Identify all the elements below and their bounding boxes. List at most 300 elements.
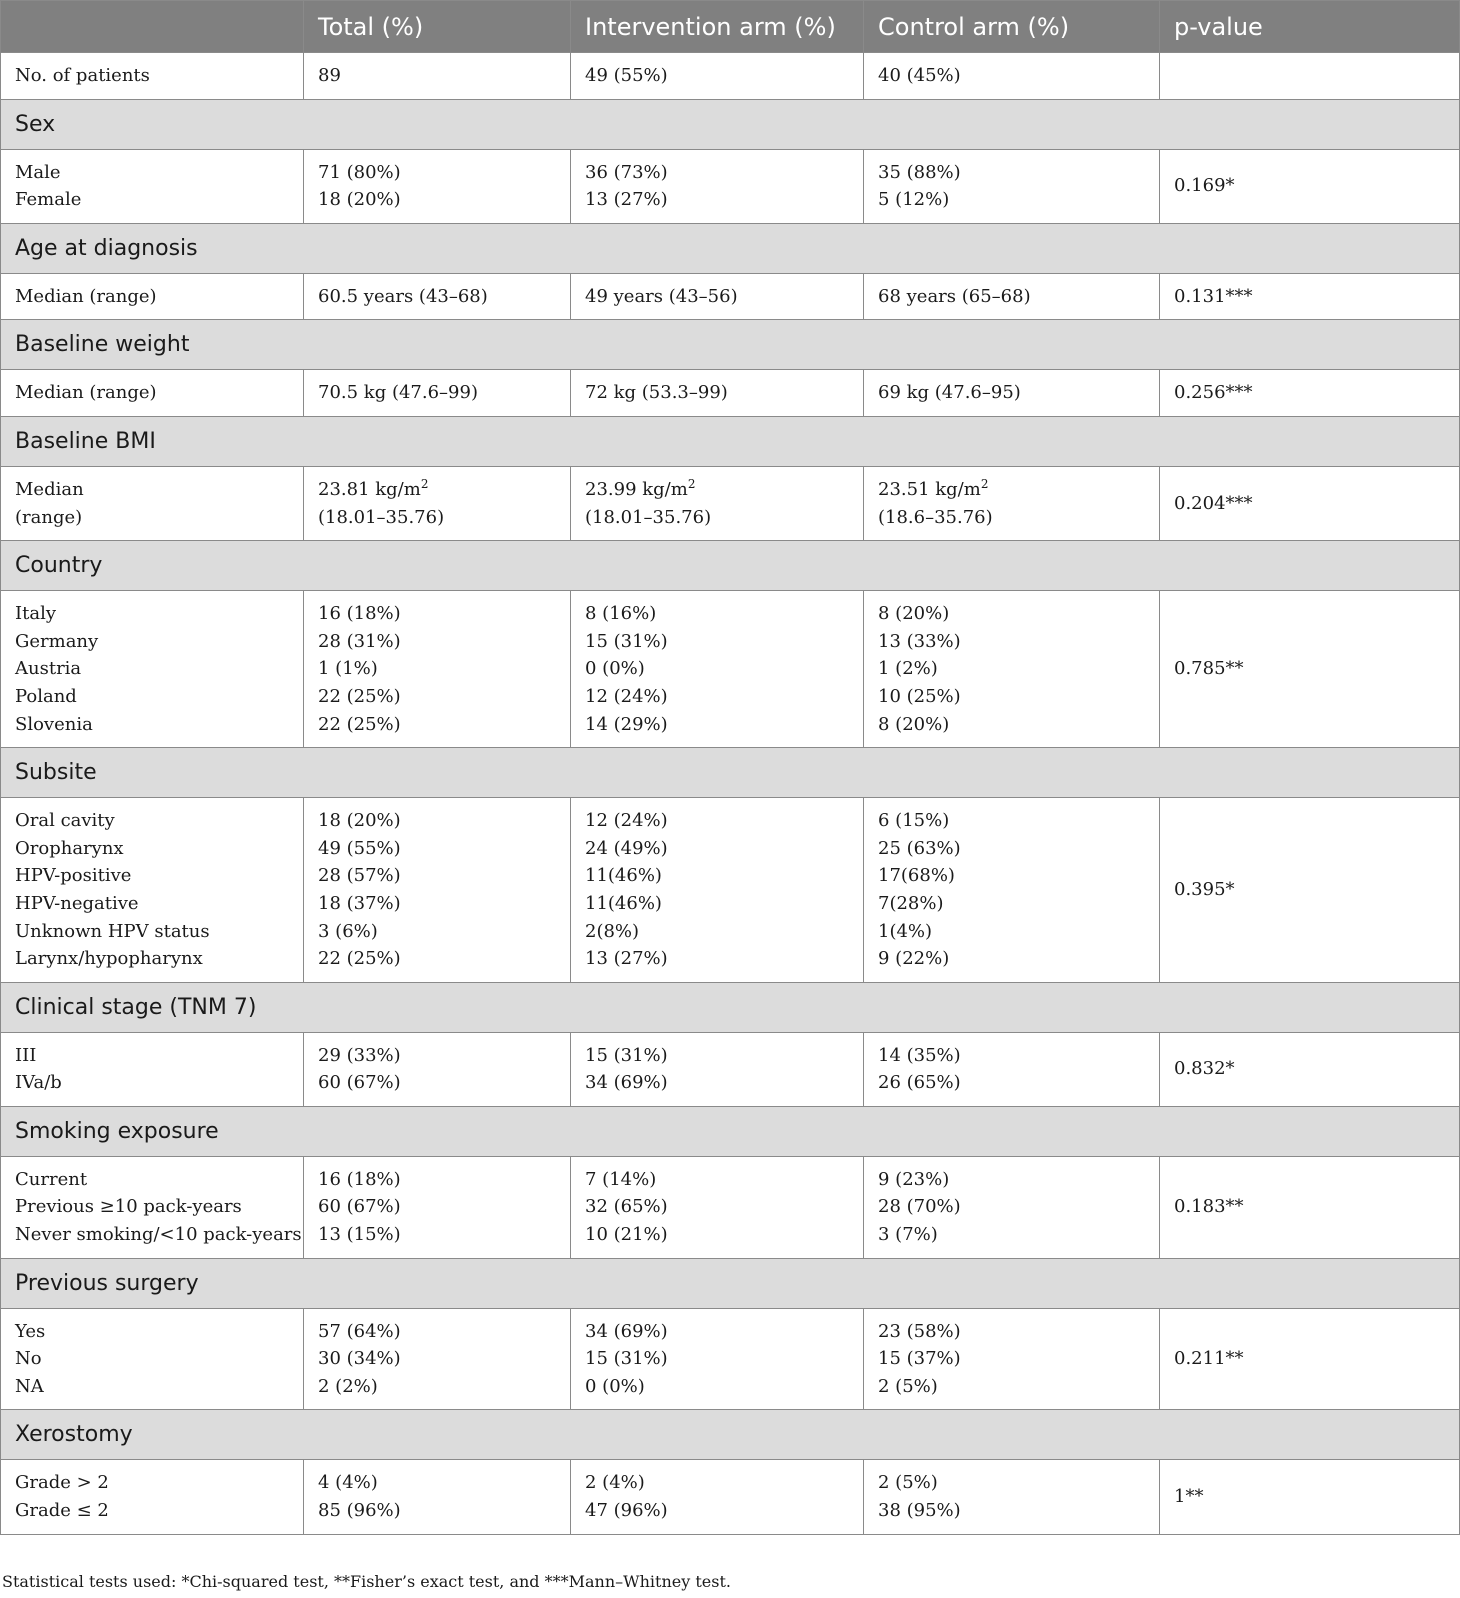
section-title: Xerostomy	[1, 1410, 1460, 1460]
table-row	[1, 798, 1460, 983]
cell-text: 23.51 kg/m	[878, 478, 981, 500]
cell-line	[318, 1469, 556, 1497]
cell-text: 38 (95%)	[878, 1500, 961, 1522]
cell-text: 15 (37%)	[878, 1348, 961, 1370]
cell-text: 17(68%)	[878, 865, 955, 887]
cell-text: HPV-negative	[15, 892, 139, 914]
cell-text: 85 (96%)	[318, 1500, 401, 1522]
cell-line	[878, 655, 1145, 683]
cell-text: 13 (27%)	[585, 189, 668, 211]
cell-text: 49 (55%)	[318, 837, 401, 859]
cell-p-value	[1160, 370, 1460, 417]
cell-text: III	[15, 1044, 37, 1066]
cell-line	[878, 683, 1145, 711]
table-row	[1, 149, 1460, 223]
cell-total	[304, 591, 571, 748]
cell-p-value	[1160, 1032, 1460, 1106]
cell-p-value	[1160, 149, 1460, 223]
cell-line	[878, 1069, 1145, 1097]
header-cell-intervention: Intervention arm (%)	[571, 1, 864, 53]
cell-text: Median (range)	[15, 285, 157, 307]
cell-text: 47 (96%)	[585, 1500, 668, 1522]
cell-text: 8 (20%)	[878, 603, 950, 625]
cell-text: 0 (0%)	[585, 1375, 645, 1397]
cell-line	[585, 1318, 849, 1346]
cell-text: (18.6–35.76)	[878, 506, 993, 528]
cell-line	[585, 1469, 849, 1497]
cell-line	[585, 835, 849, 863]
cell-text: 3 (6%)	[318, 920, 378, 942]
cell-line	[585, 1042, 849, 1070]
cell-line	[318, 1221, 556, 1249]
section-title: Baseline weight	[1, 320, 1460, 370]
cell-line	[878, 159, 1145, 187]
cell-line	[878, 1221, 1145, 1249]
row-label: No. of patients	[1, 53, 304, 100]
cell-line	[585, 1166, 849, 1194]
cell-line	[15, 476, 289, 504]
cell-line	[878, 711, 1145, 739]
cell-text: 9 (23%)	[878, 1168, 950, 1190]
section-title: Subsite	[1, 748, 1460, 798]
cell-text: 12 (24%)	[585, 810, 668, 832]
cell-line	[878, 1042, 1145, 1070]
cell-p-value	[1160, 53, 1460, 100]
table-row	[1, 1156, 1460, 1258]
cell-line	[585, 945, 849, 973]
cell-text: Poland	[15, 685, 77, 707]
cell-line	[318, 379, 556, 407]
cell-line	[15, 1469, 289, 1497]
cell-text: (range)	[15, 506, 83, 528]
cell-text: 71 (80%)	[318, 161, 401, 183]
cell-text: 13 (15%)	[318, 1224, 401, 1246]
cell-text: (18.01–35.76)	[585, 506, 712, 528]
cell-line	[15, 1166, 289, 1194]
cell-line	[878, 835, 1145, 863]
cell-text: Grade ≤ 2	[15, 1500, 109, 1522]
cell-intervention	[571, 370, 864, 417]
cell-line	[585, 283, 849, 311]
section-title: Age at diagnosis	[1, 223, 1460, 273]
cell-text: 23.81 kg/m	[318, 478, 421, 500]
cell-intervention	[571, 1460, 864, 1534]
cell-text: 60 (67%)	[318, 1196, 401, 1218]
cell-text: Median	[15, 478, 84, 500]
cell-line	[585, 1373, 849, 1401]
row-label	[1, 1460, 304, 1534]
cell-text: 57 (64%)	[318, 1320, 401, 1342]
cell-p-value	[1160, 1460, 1460, 1534]
cell-line	[878, 807, 1145, 835]
cell-text: 49 years (43–56)	[585, 285, 738, 307]
section-header-row	[1, 320, 1460, 370]
cell-text: 13 (33%)	[878, 630, 961, 652]
cell-total	[304, 1460, 571, 1534]
unit-superscript: 2	[687, 476, 696, 491]
cell-text: Oropharynx	[15, 837, 124, 859]
table-row	[1, 1032, 1460, 1106]
cell-line	[318, 1345, 556, 1373]
p-value-text: 1**	[1174, 1486, 1204, 1508]
p-value-text: 0.131***	[1174, 285, 1253, 307]
cell-line	[585, 655, 849, 683]
row-label	[1, 466, 304, 540]
cell-text: Previous ≥10 pack-years	[15, 1196, 242, 1218]
row-label	[1, 1032, 304, 1106]
cell-line	[15, 711, 289, 739]
cell-line	[15, 1042, 289, 1070]
cell-line	[318, 711, 556, 739]
cell-line	[15, 890, 289, 918]
cell-line	[878, 945, 1145, 973]
cell-line	[585, 159, 849, 187]
cell-line	[878, 283, 1145, 311]
cell-line	[585, 862, 849, 890]
cell-text: NA	[15, 1375, 44, 1397]
cell-line	[318, 186, 556, 214]
cell-line	[878, 1373, 1145, 1401]
cell-control	[864, 273, 1160, 320]
cell-text: 22 (25%)	[318, 685, 401, 707]
cell-line	[878, 379, 1145, 407]
cell-text: 36 (73%)	[585, 161, 668, 183]
cell-line	[15, 283, 289, 311]
cell-line	[878, 1497, 1145, 1525]
cell-text: Oral cavity	[15, 810, 115, 832]
cell-control	[864, 1460, 1160, 1534]
cell-text: 18 (20%)	[318, 189, 401, 211]
cell-line	[585, 186, 849, 214]
cell-line	[15, 918, 289, 946]
cell-line	[318, 890, 556, 918]
cell-line	[585, 1193, 849, 1221]
cell-total: 89	[304, 53, 571, 100]
cell-line	[15, 1497, 289, 1525]
cell-text: 11(46%)	[585, 865, 662, 887]
cell-text: 29 (33%)	[318, 1044, 401, 1066]
header-cell-control: Control arm (%)	[864, 1, 1160, 53]
cell-line	[318, 283, 556, 311]
cell-line	[318, 476, 556, 504]
cell-text: 8 (20%)	[878, 713, 950, 735]
cell-total	[304, 798, 571, 983]
table-row	[1, 1460, 1460, 1534]
cell-line	[878, 1345, 1145, 1373]
cell-text: 2 (4%)	[585, 1472, 645, 1494]
cell-line	[318, 1373, 556, 1401]
cell-intervention	[571, 466, 864, 540]
cell-line	[318, 600, 556, 628]
cell-line	[15, 1193, 289, 1221]
cell-text: 18 (37%)	[318, 892, 401, 914]
cell-text: 18 (20%)	[318, 810, 401, 832]
table-row	[1, 466, 1460, 540]
cell-total	[304, 1032, 571, 1106]
cell-text: 2(8%)	[585, 920, 640, 942]
section-header-row	[1, 541, 1460, 591]
cell-line	[585, 890, 849, 918]
cell-text: 34 (69%)	[585, 1072, 668, 1094]
cell-intervention	[571, 1032, 864, 1106]
cell-line	[15, 655, 289, 683]
row-label	[1, 370, 304, 417]
cell-text: 28 (31%)	[318, 630, 401, 652]
cell-control	[864, 466, 1160, 540]
cell-text: Italy	[15, 603, 57, 625]
cell-line	[318, 159, 556, 187]
section-header-row	[1, 416, 1460, 466]
p-value-text: 0.395*	[1174, 879, 1235, 901]
cell-line	[15, 159, 289, 187]
section-header-row	[1, 748, 1460, 798]
cell-line	[585, 1221, 849, 1249]
cell-line	[878, 862, 1145, 890]
cell-total	[304, 273, 571, 320]
section-title: Clinical stage (TNM 7)	[1, 982, 1460, 1032]
cell-text: 22 (25%)	[318, 948, 401, 970]
cell-text: 0 (0%)	[585, 658, 645, 680]
cell-line	[15, 1221, 302, 1249]
cell-line	[878, 628, 1145, 656]
section-title: Baseline BMI	[1, 416, 1460, 466]
cell-line	[878, 1166, 1145, 1194]
section-title: Country	[1, 541, 1460, 591]
cell-line	[15, 186, 289, 214]
cell-line	[585, 711, 849, 739]
section-header-row	[1, 1106, 1460, 1156]
cell-control	[864, 1032, 1160, 1106]
cell-text: 10 (25%)	[878, 685, 961, 707]
table-row	[1, 370, 1460, 417]
cell-line	[318, 1069, 556, 1097]
cell-text: Slovenia	[15, 713, 93, 735]
cell-text: Yes	[15, 1320, 46, 1342]
cell-text: 4 (4%)	[318, 1472, 378, 1494]
header-cell-total: Total (%)	[304, 1, 571, 53]
cell-line	[318, 1193, 556, 1221]
cell-line	[318, 862, 556, 890]
cell-line	[878, 600, 1145, 628]
cell-intervention	[571, 149, 864, 223]
cell-line	[15, 862, 289, 890]
cell-text: 72 kg (53.3–99)	[585, 382, 728, 404]
cell-total	[304, 370, 571, 417]
cell-line	[585, 1497, 849, 1525]
cell-line	[878, 1469, 1145, 1497]
cell-text: 10 (21%)	[585, 1224, 668, 1246]
cell-text: 68 years (65–68)	[878, 285, 1031, 307]
cell-line	[585, 1069, 849, 1097]
cell-total	[304, 466, 571, 540]
p-value-text: 0.211**	[1174, 1348, 1244, 1370]
cell-text: Never smoking/<10 pack-years	[15, 1224, 302, 1246]
cell-text: 2 (5%)	[878, 1472, 938, 1494]
cell-p-value	[1160, 466, 1460, 540]
cell-line	[318, 1318, 556, 1346]
cell-line	[585, 683, 849, 711]
cell-text: 1(4%)	[878, 920, 933, 942]
cell-text: 14 (29%)	[585, 713, 668, 735]
cell-intervention	[571, 798, 864, 983]
cell-line	[318, 945, 556, 973]
table-row	[1, 273, 1460, 320]
section-header-row	[1, 1258, 1460, 1308]
cell-p-value	[1160, 273, 1460, 320]
unit-superscript: 2	[980, 476, 989, 491]
cell-line	[585, 1345, 849, 1373]
cell-line	[15, 600, 289, 628]
cell-control	[864, 591, 1160, 748]
cell-text: 28 (57%)	[318, 865, 401, 887]
cell-total	[304, 1308, 571, 1410]
table-row	[1, 53, 1460, 100]
cell-text: Unknown HPV status	[15, 920, 210, 942]
cell-text: 3 (7%)	[878, 1224, 938, 1246]
cell-p-value	[1160, 591, 1460, 748]
cell-text: 32 (65%)	[585, 1196, 668, 1218]
cell-text: 22 (25%)	[318, 713, 401, 735]
cell-line	[318, 504, 556, 532]
row-label	[1, 1156, 304, 1258]
cell-line	[15, 1373, 289, 1401]
cell-text: 28 (70%)	[878, 1196, 961, 1218]
section-title: Smoking exposure	[1, 1106, 1460, 1156]
cell-text: 25 (63%)	[878, 837, 961, 859]
cell-line	[878, 1193, 1145, 1221]
cell-line	[585, 504, 849, 532]
section-header-row	[1, 1410, 1460, 1460]
cell-text: Larynx/hypopharynx	[15, 948, 203, 970]
cell-text: 60.5 years (43–68)	[318, 285, 488, 307]
cell-text: Austria	[15, 658, 82, 680]
cell-text: 14 (35%)	[878, 1044, 961, 1066]
cell-text: 6 (15%)	[878, 810, 950, 832]
section-header-row	[1, 982, 1460, 1032]
cell-text: 8 (16%)	[585, 603, 657, 625]
section-header-row	[1, 99, 1460, 149]
cell-total	[304, 149, 571, 223]
cell-line	[878, 1318, 1145, 1346]
cell-intervention	[571, 1308, 864, 1410]
p-value-text: 0.832*	[1174, 1058, 1235, 1080]
cell-text: 11(46%)	[585, 892, 662, 914]
cell-line	[318, 628, 556, 656]
header-cell-label	[1, 1, 304, 53]
cell-line	[318, 918, 556, 946]
cell-line	[585, 379, 849, 407]
cell-p-value	[1160, 1308, 1460, 1410]
cell-line	[318, 835, 556, 863]
cell-intervention	[571, 1156, 864, 1258]
cell-line	[585, 807, 849, 835]
cell-line	[318, 1042, 556, 1070]
cell-line	[585, 476, 849, 504]
table-row	[1, 591, 1460, 748]
cell-control: 40 (45%)	[864, 53, 1160, 100]
p-value-text: 0.169*	[1174, 175, 1235, 197]
cell-line	[318, 1166, 556, 1194]
cell-line	[878, 890, 1145, 918]
cell-text: (18.01–35.76)	[318, 506, 445, 528]
cell-line	[878, 476, 1145, 504]
cell-text: 2 (2%)	[318, 1375, 378, 1397]
cell-line	[318, 807, 556, 835]
cell-text: 60 (67%)	[318, 1072, 401, 1094]
cell-line	[15, 379, 289, 407]
cell-text: 12 (24%)	[585, 685, 668, 707]
cell-text: 1 (1%)	[318, 658, 378, 680]
p-value-text: 0.256***	[1174, 382, 1253, 404]
cell-line	[15, 807, 289, 835]
cell-line	[15, 504, 289, 532]
table-header-row	[1, 1, 1460, 53]
cell-line	[15, 683, 289, 711]
cell-line	[318, 1497, 556, 1525]
section-header-row	[1, 223, 1460, 273]
cell-text: 5 (12%)	[878, 189, 950, 211]
cell-control	[864, 1308, 1160, 1410]
cell-text: 15 (31%)	[585, 1348, 668, 1370]
cell-line	[878, 504, 1145, 532]
cell-text: HPV-positive	[15, 865, 132, 887]
cell-text: No	[15, 1348, 42, 1370]
cell-total	[304, 1156, 571, 1258]
row-label	[1, 798, 304, 983]
cell-text: IVa/b	[15, 1072, 62, 1094]
cell-intervention	[571, 273, 864, 320]
section-title: Sex	[1, 99, 1460, 149]
table-footnote: Statistical tests used: *Chi-squared test, **Fisher’s exact test, and ***Mann–Whitney test.	[2, 1572, 731, 1591]
cell-intervention	[571, 591, 864, 748]
cell-text: 26 (65%)	[878, 1072, 961, 1094]
cell-text: Female	[15, 189, 82, 211]
cell-control	[864, 149, 1160, 223]
cell-text: 70.5 kg (47.6–99)	[318, 382, 478, 404]
cell-line	[15, 945, 289, 973]
cell-line	[15, 1345, 289, 1373]
p-value-text: 0.785**	[1174, 658, 1244, 680]
cell-text: 23 (58%)	[878, 1320, 961, 1342]
row-label	[1, 1308, 304, 1410]
cell-text: 15 (31%)	[585, 1044, 668, 1066]
table-row	[1, 1308, 1460, 1410]
cell-text: 30 (34%)	[318, 1348, 401, 1370]
cell-text: 9 (22%)	[878, 948, 950, 970]
cell-text: 15 (31%)	[585, 630, 668, 652]
cell-control	[864, 1156, 1160, 1258]
p-value-text: 0.204***	[1174, 492, 1253, 514]
cell-text: Current	[15, 1168, 88, 1190]
cell-line	[878, 918, 1145, 946]
cell-line	[15, 628, 289, 656]
cell-text: 7 (14%)	[585, 1168, 657, 1190]
cell-text: Median (range)	[15, 382, 157, 404]
cell-line	[318, 683, 556, 711]
row-label	[1, 273, 304, 320]
cell-text: Grade > 2	[15, 1472, 109, 1494]
cell-control	[864, 370, 1160, 417]
cell-control	[864, 798, 1160, 983]
cell-line	[585, 600, 849, 628]
cell-text: 34 (69%)	[585, 1320, 668, 1342]
section-title: Previous surgery	[1, 1258, 1460, 1308]
cell-text: 35 (88%)	[878, 161, 961, 183]
cell-line	[585, 628, 849, 656]
cell-intervention: 49 (55%)	[571, 53, 864, 100]
cell-text: Germany	[15, 630, 99, 652]
cell-line	[15, 1318, 289, 1346]
